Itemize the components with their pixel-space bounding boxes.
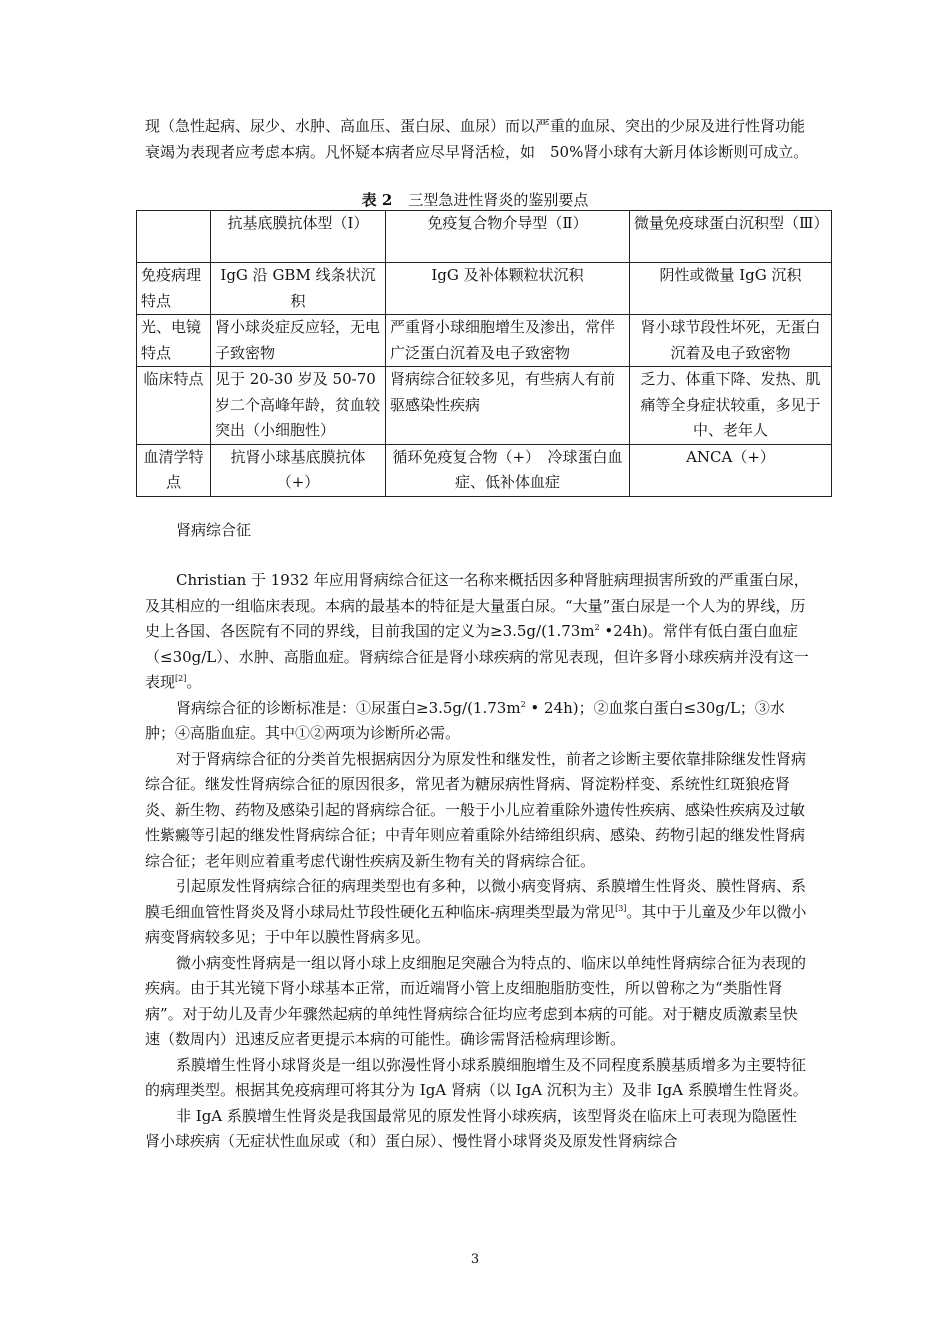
row-label: 免疫病理特点 <box>137 263 211 315</box>
table-caption-title: 三型急进性肾炎的鉴别要点 <box>408 191 589 209</box>
table-row <box>137 367 832 445</box>
table-row <box>137 315 832 367</box>
section-heading: 肾病综合征 <box>176 521 252 539</box>
table-caption-number: 表 2 <box>361 191 393 209</box>
row-label: 临床特点 <box>137 367 211 445</box>
table-row <box>137 444 832 496</box>
table-cell: 循环免疫复合物（+） 冷球蛋白血症、低补体血症 <box>386 444 630 496</box>
table-cell: 肾小球节段性坏死，无蛋白沉着及电子致密物 <box>630 315 832 367</box>
table-cell: 肾病综合征较多见，有些病人有前驱感染性疾病 <box>386 367 630 445</box>
table-cell: 阴性或微量 IgG 沉积 <box>630 263 832 315</box>
paragraph-classification: 对于肾病综合征的分类首先根据病因分为原发性和继发性，前者之诊断主要依靠排除继发性肾病综合征。继发性肾病综合征的原因很多，常见者为糖尿病性肾病、肾淀粉样变、系统性红斑狼疮肾炎、新生物、药物及感染引起的肾病综合征。一般于小儿应着重除外遗传性疾病、感染性疾病及过敏性紫癜等引起的继发性肾病综合征；中青年则应着重除外结缔组织病、感染、药物引起的继发性肾病综合征；老年则应着重考虑代谢性疾病及新生物有关的肾病综合征。 <box>145 749 807 870</box>
paragraph-pathology: 引起原发性肾病综合征的病理类型也有多种，以微小病变肾病、系膜增生性肾炎、膜性肾病、系膜毛细血管性肾炎及肾小球局灶节段性硬化五种临床-病理类型最为常见[3]。其中于儿童及少年以微小病变肾病较多见；于中年以膜性肾病多见。 <box>145 877 807 946</box>
table-header-row <box>137 211 832 263</box>
page-number: 3 <box>470 1252 480 1267</box>
row-label: 血清学特点 <box>137 444 211 496</box>
table-cell: IgG 及补体颗粒状沉积 <box>386 263 630 315</box>
header-cell-type-3: 微量免疫球蛋白沉积型（Ⅲ） <box>630 211 832 263</box>
row-label: 光、电镜特点 <box>137 315 211 367</box>
table-cell: 严重肾小球细胞增生及渗出，常伴广泛蛋白沉着及电子致密物 <box>386 315 630 367</box>
paragraph-mesangial: 系膜增生性肾小球肾炎是一组以弥漫性肾小球系膜细胞增生及不同程度系膜基质增多为主要特征的病理类型。根据其免疫病理可将其分为 IgA 肾病（以 IgA 沉积为主）及非 IgA 系膜增生性肾炎。 <box>145 1055 808 1099</box>
citation-ref: [3] <box>615 903 627 913</box>
paragraph-definition: Christian 于 1932 年应用肾病综合征这一名称来概括因多种肾脏病理损害所致的严重蛋白尿，及其相应的一组临床表现。本病的最基本的特征是大量蛋白尿。“大量”蛋白尿是一个人为的界线，历史上各国、各医院有不同的界线，目前我国的定义为$\ge 3.5g/(1.73m^2$ •24h)。常伴有低白蛋白血症（≤30g/L）、水肿、高脂血症。肾病综合征是肾小球疾病的常见表现，但许多肾小球疾病并没有这一表现[2]。 <box>145 571 809 691</box>
intro-text: 现（急性起病、尿少、水肿、高血压、蛋白尿、血尿）而以严重的血尿、突出的少尿及进行性肾功能衰竭为表现者应考虑本病。凡怀疑本病者应尽早肾活检，如 50%肾小球有大新月体诊断则可成立。 <box>145 117 809 161</box>
table-cell: 肾小球炎症反应轻，无电子致密物 <box>211 315 386 367</box>
table-cell: 见于 20-30 岁及 50-70 岁二个高峰年龄，贫血较突出（小细胞性） <box>211 367 386 445</box>
paragraph-criteria: 肾病综合征的诊断标准是：①尿蛋白$\ge 3.5g/(1.73m^2$ • 24h)；②血浆白蛋白≤30g/L；③水肿；④高脂血症。其中①②两项为诊断所必需。 <box>145 698 785 742</box>
table-cell: 乏力、体重下降、发热、肌痛等全身症状较重，多见于中、老年人 <box>630 367 832 445</box>
section-body <box>145 568 810 1155</box>
header-cell-empty <box>137 211 211 263</box>
intro-paragraph <box>145 114 810 165</box>
header-cell-type-1: 抗基底膜抗体型（Ⅰ） <box>211 211 386 263</box>
table-caption <box>0 190 950 210</box>
table-row <box>137 263 832 315</box>
header-cell-type-2: 免疫复合物介导型（Ⅱ） <box>386 211 630 263</box>
table-cell: ANCA（+） <box>630 444 832 496</box>
paragraph-non-iga: 非 IgA 系膜增生性肾炎是我国最常见的原发性肾小球疾病，该型肾炎在临床上可表现为隐匿性肾小球疾病（无症状性血尿或（和）蛋白尿）、慢性肾小球肾炎及原发性肾病综合 <box>145 1106 797 1150</box>
table-cell: 抗肾小球基底膜抗体（+） <box>211 444 386 496</box>
paragraph-minimal-change: 微小病变性肾病是一组以肾小球上皮细胞足突融合为特点的、临床以单纯性肾病综合征为表现的疾病。由于其光镜下肾小球基本正常，而近端肾小管上皮细胞脂肪变性，所以曾称之为“类脂性肾病”。对于幼儿及青少年骤然起病的单纯性肾病综合征均应考虑到本病的可能。对于糖皮质激素呈快速（数周内）迅速反应者更提示本病的可能性。确诊需肾活检病理诊断。 <box>145 953 807 1048</box>
table-cell: IgG 沿 GBM 线条状沉积 <box>211 263 386 315</box>
differential-table <box>136 210 832 497</box>
citation-ref: [2] <box>175 674 187 683</box>
